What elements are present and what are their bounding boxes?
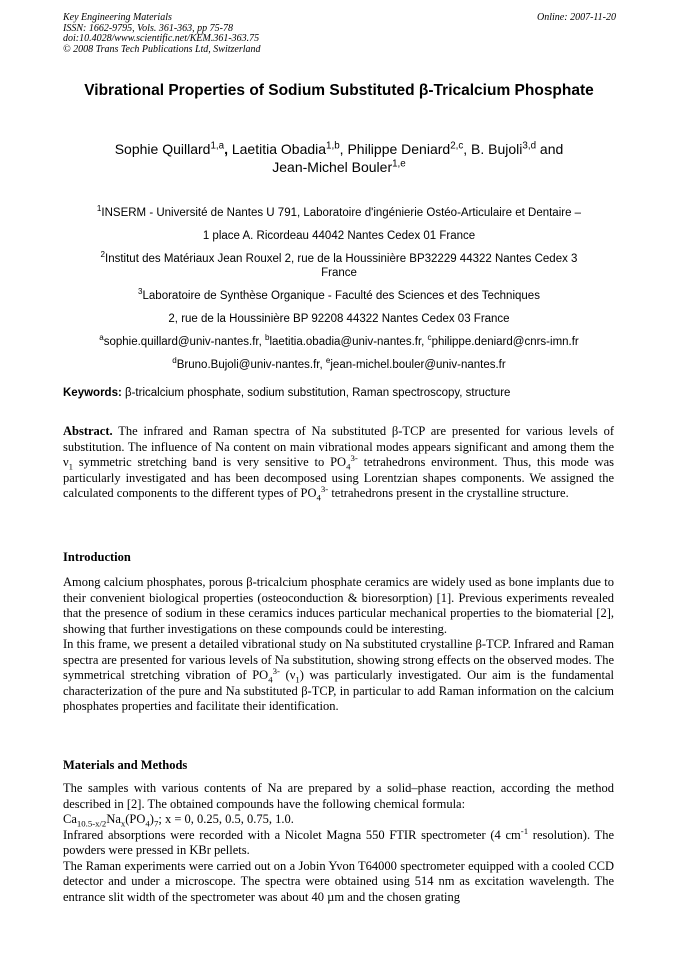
email-sup: d — [172, 356, 177, 366]
superscript: 3- — [320, 483, 329, 494]
keywords-label: Keywords: — [63, 387, 122, 399]
abstract-text: tetrahedrons present in the crystalline structure. — [328, 486, 569, 500]
email-line-2 — [62, 358, 616, 372]
abstract-text: symmetric stretching band is very sensitive to PO — [73, 455, 347, 469]
abstract-label: Abstract. — [63, 424, 113, 438]
subscript: 4 — [145, 818, 150, 829]
author-sup: 2,c — [450, 140, 464, 152]
paragraph-text: ) was particularly investigated. Our aim is the fundamental characterization of the pure and Na substituted β-TCP, in particular to add Raman information on the calcium phosphates properties and facilitate their identification. — [63, 668, 614, 713]
formula-part: (PO — [125, 812, 146, 826]
author-name: B. Bujoli — [471, 141, 523, 157]
author-name: Sophie Quillard — [114, 141, 211, 157]
subscript: 10.5-x/2 — [76, 818, 107, 829]
email-sup: b — [264, 333, 270, 343]
author-and: and — [539, 141, 564, 157]
subscript: 4 — [316, 492, 321, 503]
affil-num: 2 — [100, 250, 106, 260]
author-sup: 1,a — [210, 140, 225, 152]
subscript: 1 — [295, 674, 300, 685]
paragraph-text: (ν — [279, 668, 296, 682]
email-link[interactable]: laetitia.obadia@univ-nantes.fr, — [269, 336, 428, 348]
abstract — [63, 424, 614, 502]
email-sup: c — [427, 333, 432, 343]
journal-name: Key Engineering Materials — [63, 12, 172, 23]
formula-part: Na — [106, 812, 121, 826]
subscript: x — [120, 818, 126, 829]
author-list: Sophie Quillard$^{1,a}$, Laetitia Obadia$^{1,b}$, Philippe Deniard$^{2,c}$, B. Bujoli$^{3,d}$ and Jean-Michel Bouler$^{1,e}$ — [114, 140, 564, 175]
paragraph — [63, 825, 614, 859]
paragraph-text: resolution). The powders were pressed in KBr pellets. — [63, 827, 614, 857]
email-link[interactable]: philippe.deniard@cnrs-imn.fr — [431, 336, 579, 348]
subscript: 4 — [346, 461, 351, 472]
author-name: Philippe Deniard — [347, 141, 451, 157]
affil-num: 1 — [96, 204, 102, 214]
doi-line: doi:10.4028/www.scientific.net/KEM.361-363.75 — [63, 33, 260, 44]
copyright-line: © 2008 Trans Tech Publications Ltd, Switzerland — [63, 43, 261, 55]
superscript: -1 — [520, 825, 529, 836]
author-name: Jean-Michel Bouler — [272, 159, 393, 175]
affiliation-1-line1: INSERM - Université de Nantes U 791, Laboratoire d'ingénierie Ostéo-Articulaire et Dentaire – — [101, 207, 582, 219]
superscript: 3- — [350, 452, 358, 463]
subscript: 7 — [153, 818, 159, 829]
email-sup: a — [99, 333, 104, 343]
email-link[interactable]: sophie.quillard@univ-nantes.fr, — [103, 336, 265, 348]
section-heading-materials: Materials and Methods — [63, 758, 188, 772]
paragraph-text: Infrared absorptions were recorded with a Nicolet Magna 550 FTIR spectrometer (4 cm — [63, 827, 521, 842]
keywords-text: β-tricalcium phosphate, sodium substitution, Raman spectroscopy, structure — [121, 387, 511, 399]
introduction-body — [63, 575, 614, 715]
paper-title: Vibrational Properties of Sodium Substituted β-Tricalcium Phosphate — [84, 82, 594, 99]
issn-line: ISSN: 1662-9795, Vols. 361-363, pp 75-78 — [63, 22, 233, 34]
paragraph-text: In this frame, we present a detailed vibrational study on Na substituted crystalline β-TCP. Infrared and Raman spectra are presented for various levels of Na substitution, showing strong effects on the observed modes. The symmetrical stretching vibration of PO — [63, 637, 614, 682]
paragraph: The samples with various contents of Na are prepared by a solid–phase reaction, according the method described in [2]. The obtained compounds have the following chemical formula: — [63, 781, 614, 811]
chemical-formula — [63, 812, 614, 828]
formula-part: ) — [149, 812, 154, 826]
affiliation-1-line2: 1 place A. Ricordeau 44042 Nantes Cedex 01 France — [202, 230, 476, 242]
paragraph: The Raman experiments were carried out on a Jobin Yvon T64000 spectrometer equipped with a cooled CCD detector and under a microscope. The spectra were obtained using 514 nm as excitation wavelength. The entrance slit width of the spectrometer was about 40 µm and the chosen grating — [63, 858, 614, 904]
email-line-1 — [62, 335, 616, 349]
author-sup: 3,d — [522, 140, 537, 152]
paragraph — [63, 637, 614, 715]
subscript: 4 — [268, 674, 273, 685]
author-sup: 1,b — [326, 140, 340, 152]
affiliations — [62, 206, 616, 372]
paragraph: Among calcium phosphates, porous β-tricalcium phosphate ceramics are widely used as bone implants due to their convenient biological properties (osteoconduction & bioresorption) [1]. Previous experiments revealed that the presence of sodium in these ceramics induces particular mechanical properties to the biomaterial [2], showing that further investigations on these compounds could be interesting. — [63, 575, 614, 636]
superscript: 3- — [272, 665, 280, 676]
online-date: Online: 2007-11-20 — [537, 12, 616, 23]
affiliation-3-line1: Laboratoire de Synthèse Organique - Faculté des Sciences et des Techniques — [142, 290, 540, 302]
formula-part: Ca — [63, 812, 77, 826]
affiliation-2-line2: France — [321, 267, 357, 279]
affiliation-3-line2: 2, rue de la Houssinière BP 92208 44322 Nantes Cedex 03 France — [168, 313, 510, 325]
affil-num: 3 — [138, 287, 143, 297]
email-sup: e — [325, 356, 331, 366]
subscript: 1 — [68, 461, 74, 472]
abstract-text: The infrared and Raman spectra of Na substituted β-TCP are presented for various levels of substitution. The influence of Na content on main vibrational modes appears significant and among them the ν — [63, 424, 614, 469]
formula-part: ; x = 0, 0.25, 0.5, 0.75, 1.0. — [158, 812, 294, 826]
keywords — [63, 387, 616, 399]
author-name: Laetitia Obadia — [231, 141, 327, 157]
materials-body — [63, 781, 614, 905]
abstract-text: tetrahedrons environment. Thus, this mode was particularly investigated and has been decomposed using Lorentzian shapes components. We assigned the calculated components to the different types of PO — [63, 455, 614, 500]
author-sup: 1,e — [392, 158, 406, 170]
journal-header — [63, 13, 261, 55]
email-link[interactable]: Bruno.Bujoli@univ-nantes.fr, — [176, 359, 326, 371]
affiliation-2-line1: Institut des Matériaux Jean Rouxel 2, rue de la Houssinière BP32229 44322 Nantes Cedex 3 — [105, 253, 578, 265]
section-heading-introduction: Introduction — [63, 550, 131, 564]
email-link[interactable]: jean-michel.bouler@univ-nantes.fr — [330, 359, 506, 371]
